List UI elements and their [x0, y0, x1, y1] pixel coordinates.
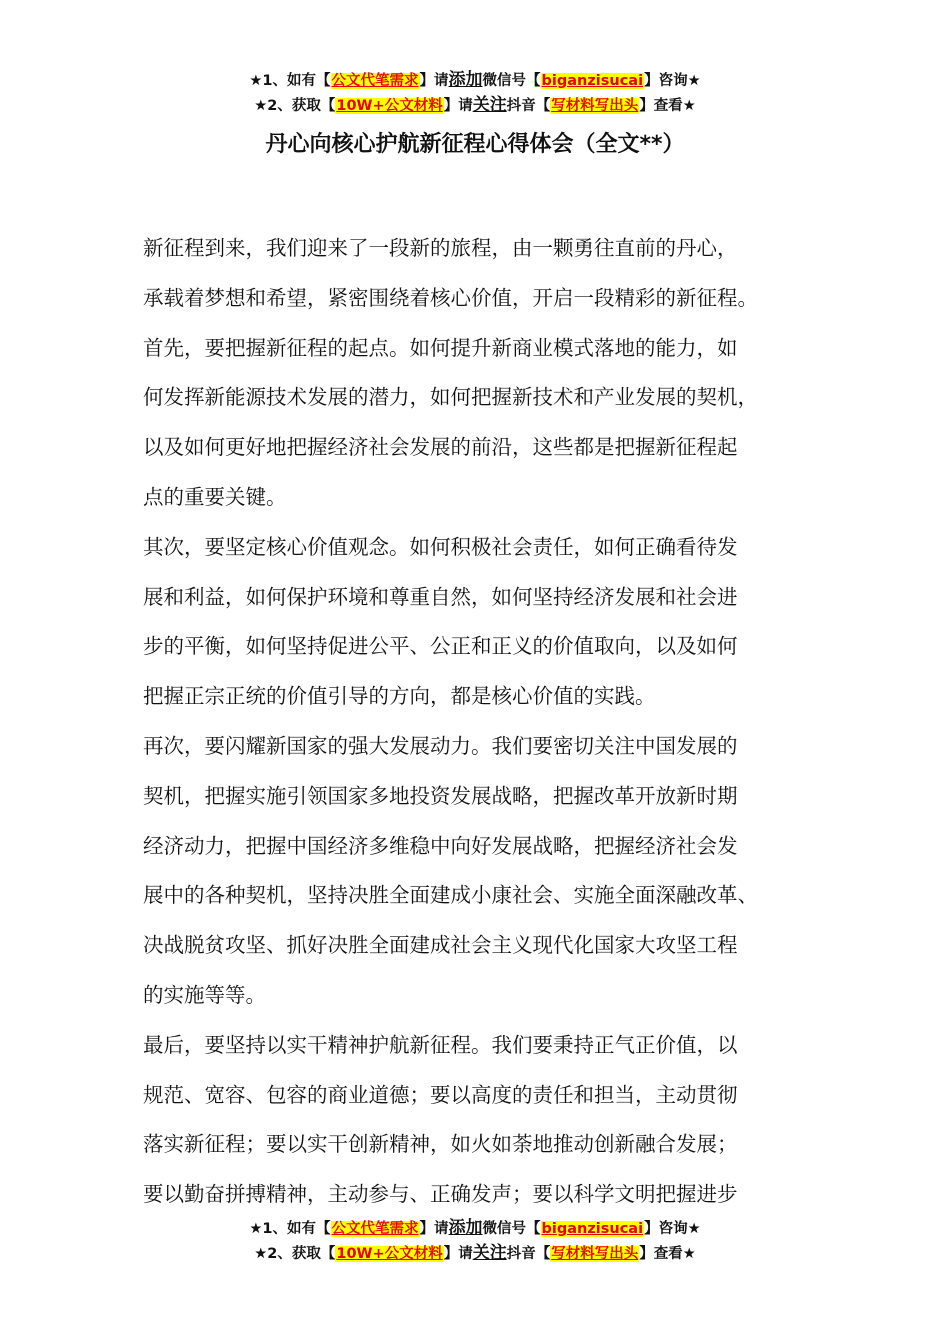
banner-text: 】请	[443, 98, 473, 114]
text-line: 展中的各种契机，坚持决胜全面建成小康社会、实施全面深融改革、	[143, 883, 758, 908]
banner-highlight: 10W+公文材料	[336, 1246, 443, 1262]
banner-highlight: 10W+公文材料	[336, 98, 443, 114]
footer-banner	[0, 1216, 950, 1266]
text-line: 契机，把握实施引领国家多地投资发展战略，把握改革开放新时期	[143, 783, 738, 808]
banner-highlight: biganzisucai	[541, 73, 644, 89]
paragraph	[143, 224, 833, 324]
banner-line-1	[0, 1216, 950, 1241]
banner-highlight: 写材料写出头	[551, 98, 639, 114]
paragraph	[143, 722, 833, 1021]
paragraph	[143, 324, 833, 523]
text-line: 点的重要关键。	[143, 484, 287, 509]
text-line: 新征程到来，我们迎来了一段新的旅程，由一颗勇往直前的丹心，	[143, 236, 738, 260]
text-line: 展和利益，如何保护环境和尊重自然，如何坚持经济发展和社会进	[143, 584, 738, 609]
document-title: 丹心向核心护航新征程心得体会（全文**）	[265, 132, 685, 157]
banner-text: 抖音【	[506, 1246, 551, 1262]
banner-text: 微信号【	[482, 1221, 541, 1237]
banner-text: ★2、获取【	[254, 98, 336, 114]
banner-text: 抖音【	[506, 98, 551, 114]
banner-text: 】查看★	[639, 98, 696, 114]
banner-line-2	[0, 1241, 950, 1266]
banner-text: 】请	[443, 1246, 473, 1262]
text-line: 规范、宽容、包容的商业道德；要以高度的责任和担当，主动贯彻	[143, 1082, 738, 1107]
text-line: 再次，要闪耀新国家的强大发展动力。我们要密切关注中国发展的	[143, 733, 738, 758]
text-line: 承载着梦想和希望，紧密围绕着核心价值，开启一段精彩的新征程。	[143, 285, 758, 310]
banner-line-2	[0, 93, 950, 118]
banner-line-1	[0, 68, 950, 93]
text-line: 步的平衡，如何坚持促进公平、公正和正义的价值取向，以及如何	[143, 634, 738, 659]
banner-highlight: biganzisucai	[541, 1221, 644, 1237]
paragraph	[143, 1021, 833, 1220]
banner-text: ★1、如有【	[249, 73, 331, 89]
text-line: 落实新征程；要以实干创新精神，如火如荼地推动创新融合发展；	[143, 1132, 738, 1157]
banner-text: 微信号【	[482, 73, 541, 89]
banner-text: 】请	[419, 1221, 449, 1237]
text-line: 何发挥新能源技术发展的潜力，如何把握新技术和产业发展的契机，	[143, 385, 758, 410]
banner-underline: 关注	[472, 95, 507, 115]
banner-underline: 添加	[448, 70, 483, 90]
paragraph	[143, 523, 833, 722]
text-line: 最后，要坚持以实干精神护航新征程。我们要秉持正气正价值，以	[143, 1032, 738, 1057]
banner-underline: 关注	[472, 1243, 507, 1263]
document-body	[143, 224, 833, 1220]
banner-highlight: 公文代笔需求	[331, 73, 419, 89]
text-line: 首先，要把握新征程的起点。如何提升新商业模式落地的能力，如	[143, 335, 738, 360]
banner-text: 】咨询★	[644, 1221, 701, 1237]
banner-text: 】请	[419, 73, 449, 89]
banner-text: 】咨询★	[644, 73, 701, 89]
text-line: 经济动力，把握中国经济多维稳中向好发展战略，把握经济社会发	[143, 833, 738, 858]
text-line: 其次，要坚定核心价值观念。如何积极社会责任，如何正确看待发	[143, 534, 738, 559]
banner-highlight: 公文代笔需求	[331, 1221, 419, 1237]
header-banner	[0, 68, 950, 118]
text-line: 决战脱贫攻坚、抓好决胜全面建成社会主义现代化国家大攻坚工程	[143, 933, 738, 958]
text-line: 要以勤奋拼搏精神，主动参与、正确发声；要以科学文明把握进步	[143, 1182, 738, 1207]
text-line: 以及如何更好地把握经济社会发展的前沿，这些都是把握新征程起	[143, 435, 738, 460]
banner-text: ★2、获取【	[254, 1246, 336, 1262]
banner-text: ★1、如有【	[249, 1221, 331, 1237]
banner-text: 】查看★	[639, 1246, 696, 1262]
text-line: 把握正宗正统的价值引导的方向，都是核心价值的实践。	[143, 684, 656, 709]
text-line: 的实施等等。	[143, 982, 266, 1007]
banner-highlight: 写材料写出头	[551, 1246, 639, 1262]
banner-underline: 添加	[448, 1218, 483, 1238]
